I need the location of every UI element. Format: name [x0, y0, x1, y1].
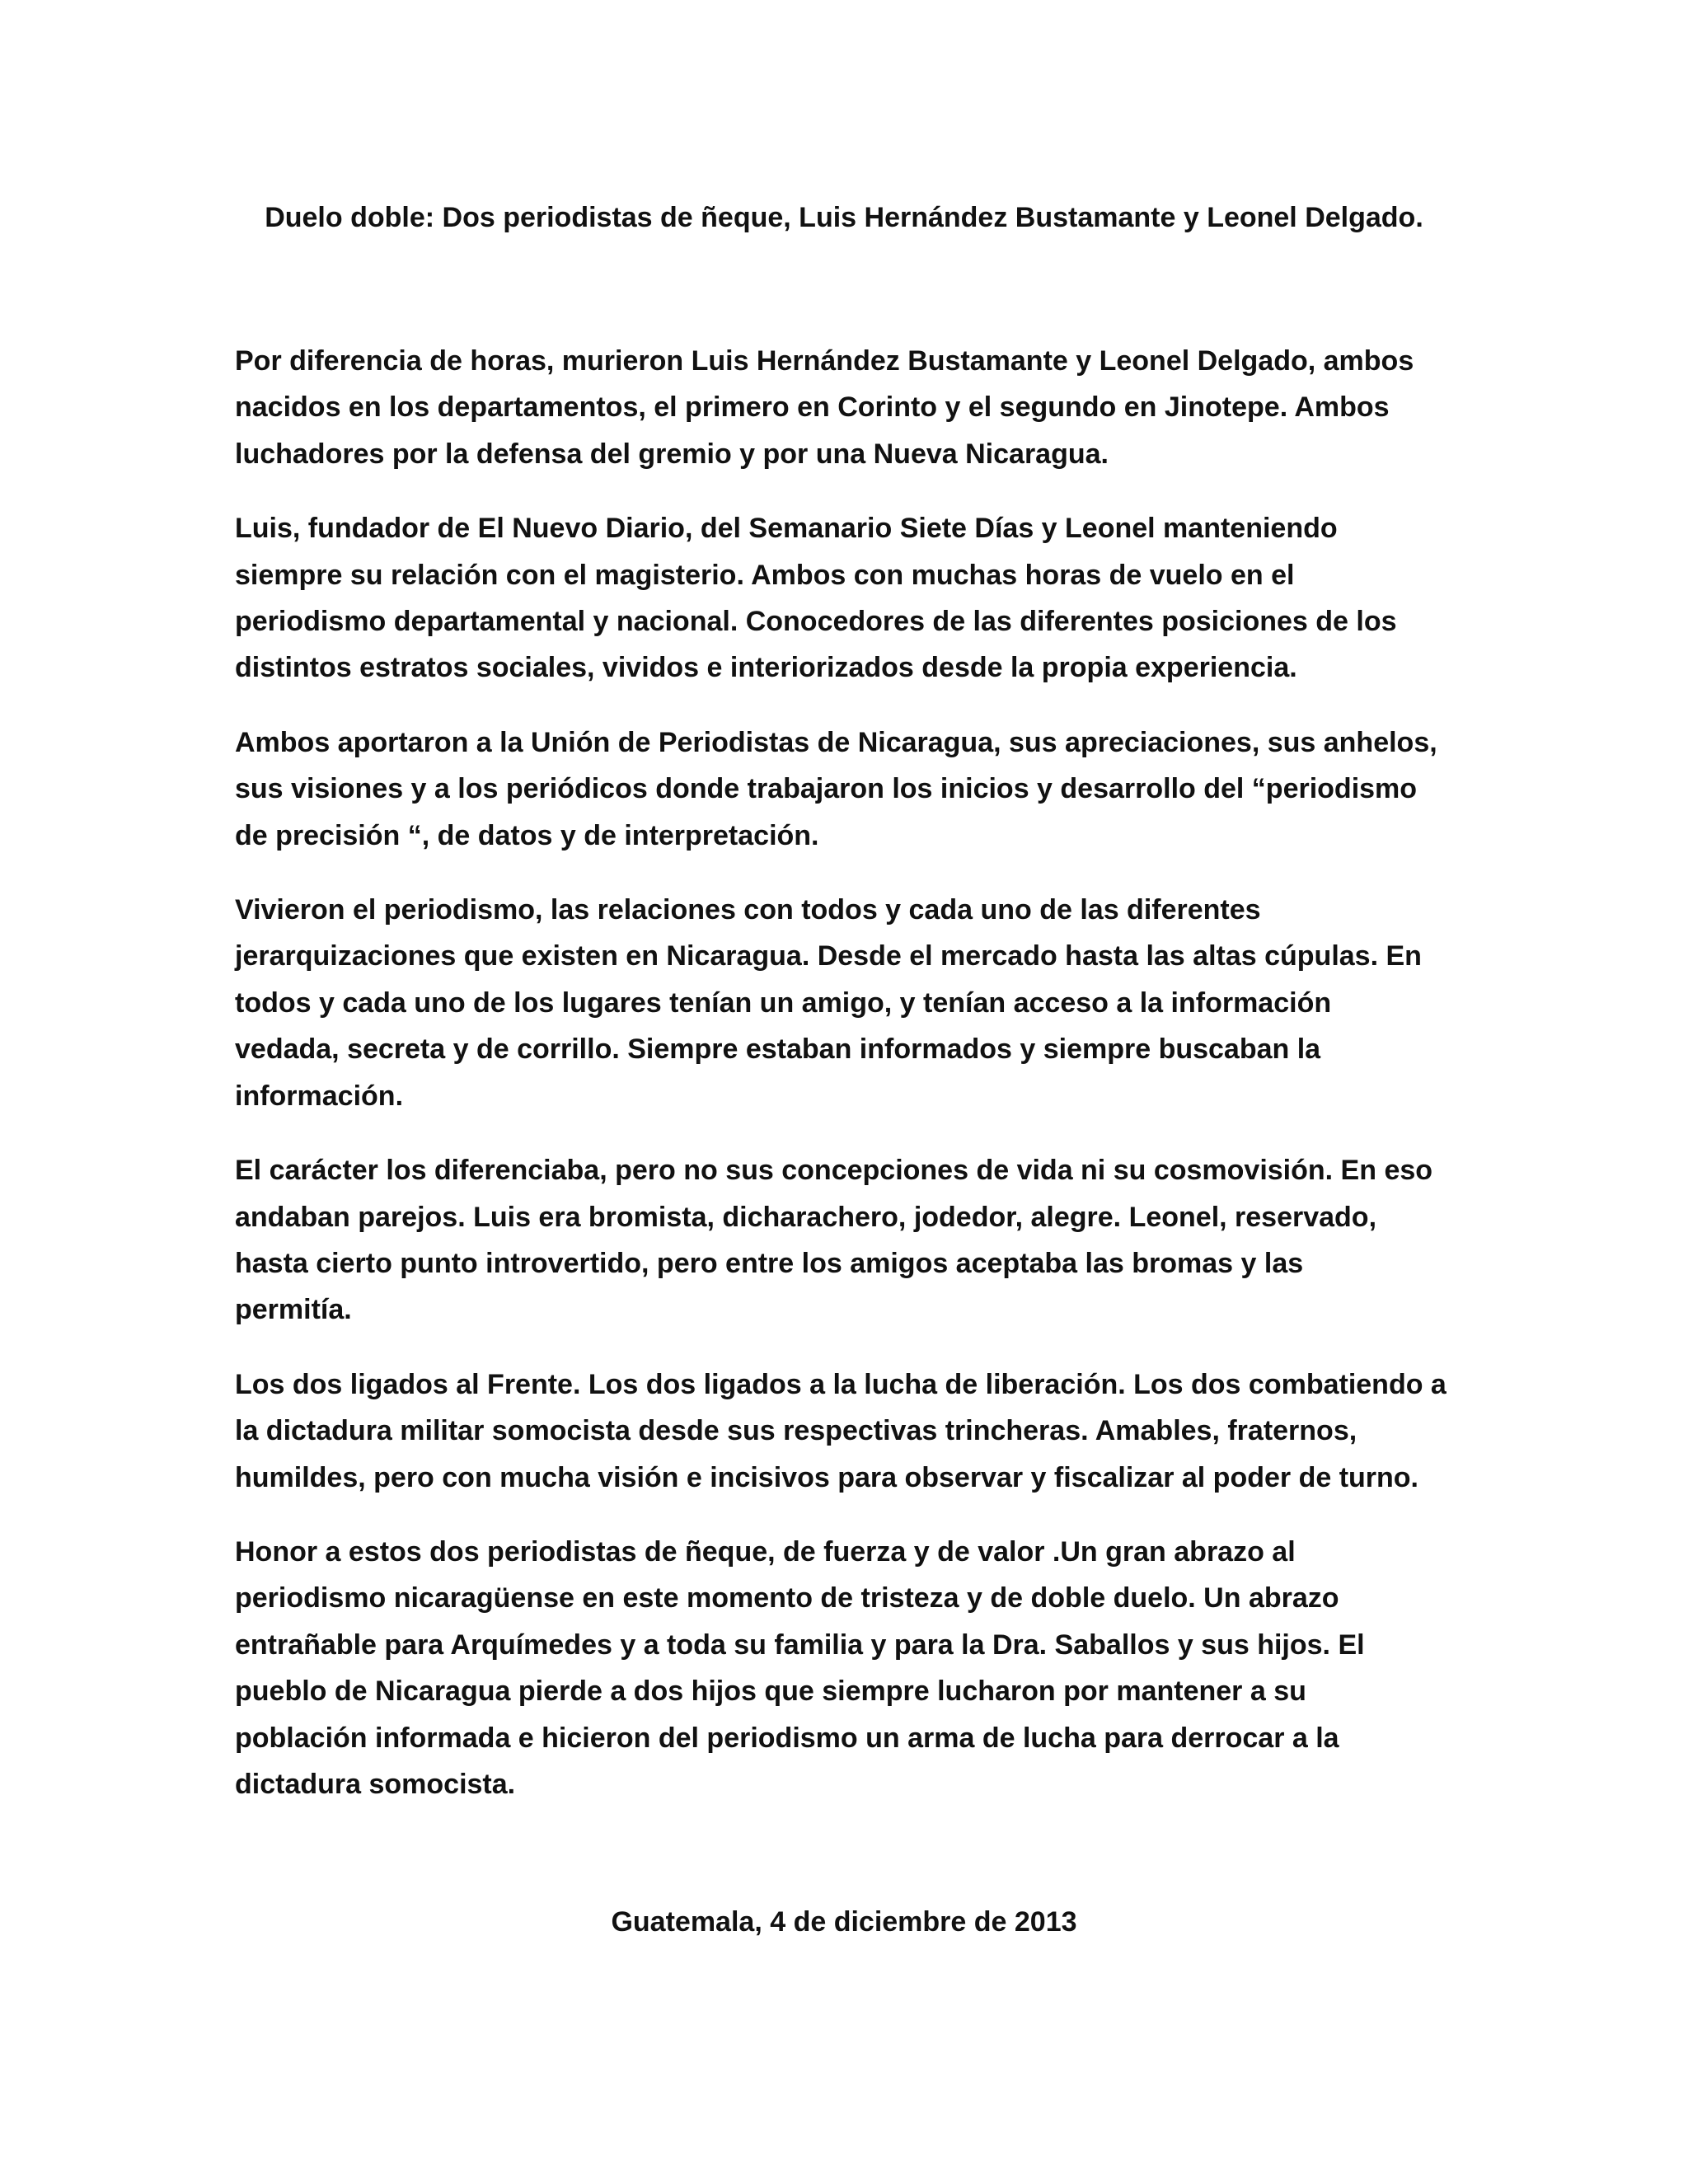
document-body: [235, 338, 1455, 1835]
text-line: periodismo nicaragüense en este momento de tristeza y de doble duelo. Un abrazo: [235, 1582, 1339, 1615]
text-line: El carácter los diferenciaba, pero no sus concepciones de vida ni su cosmovisión. En eso: [235, 1155, 1433, 1187]
text-line: luchadores por la defensa del gremio y por una Nueva Nicaragua.: [235, 438, 1109, 470]
text-line: todos y cada uno de los lugares tenían un amigo, y tenían acceso a la información: [235, 987, 1332, 1019]
text-line: hasta cierto punto introvertido, pero entre los amigos aceptaba las bromas y las: [235, 1247, 1304, 1279]
text-line: humildes, pero con mucha visión e incisivos para observar y fiscalizar al poder de turno.: [235, 1461, 1419, 1493]
text-line: pueblo de Nicaragua pierde a dos hijos que siempre lucharon por mantener a su: [235, 1675, 1306, 1708]
paragraph-2: [235, 505, 1455, 691]
text-line: andaban parejos. Luis era bromista, dicharachero, jodedor, alegre. Leonel, reservado,: [235, 1201, 1377, 1233]
paragraph-3: [235, 719, 1455, 859]
paragraph-1: [235, 338, 1455, 477]
text-line: periodismo departamental y nacional. Conocedores de las diferentes posiciones de los: [235, 606, 1397, 638]
text-line: la dictadura militar somocista desde sus respectivas trincheras. Amables, fraternos,: [235, 1415, 1357, 1447]
text-line: Honor a estos dos periodistas de ñeque, de fuerza y de valor .Un gran abrazo al: [235, 1535, 1296, 1568]
paragraph-6: [235, 1361, 1455, 1501]
text-line: nacidos en los departamentos, el primero en Corinto y el segundo en Jinotepe. Ambos: [235, 391, 1390, 424]
text-line: Luis, fundador de El Nuevo Diario, del Semanario Siete Días y Leonel manteniendo: [235, 513, 1338, 545]
document-title: Duelo doble: Dos periodistas de ñeque, Luis Hernández Bustamante y Leonel Delgado.: [265, 202, 1423, 233]
text-line: permitía.: [235, 1294, 352, 1326]
text-line: distintos estratos sociales, vividos e interiorizados desde la propia experiencia.: [235, 652, 1297, 684]
text-line: información.: [235, 1080, 404, 1112]
text-line: entrañable para Arquímedes y a toda su familia y para la Dra. Saballos y sus hijos. El: [235, 1629, 1365, 1661]
paragraph-7: [235, 1529, 1455, 1807]
text-line: siempre su relación con el magisterio. Ambos con muchas horas de vuelo en el: [235, 559, 1295, 591]
text-line: Por diferencia de horas, murieron Luis Hernández Bustamante y Leonel Delgado, ambos: [235, 345, 1414, 377]
text-line: dictadura somocista.: [235, 1768, 516, 1800]
paragraph-4: [235, 887, 1455, 1119]
text-line: Ambos aportaron a la Unión de Periodistas de Nicaragua, sus apreciaciones, sus anhelos,: [235, 726, 1437, 758]
text-line: jerarquizaciones que existen en Nicaragua. Desde el mercado hasta las altas cúpulas. En: [235, 940, 1422, 972]
text-line: vedada, secreta y de corrillo. Siempre estaban informados y siempre buscaban la: [235, 1033, 1321, 1066]
text-line: sus visiones y a los periódicos donde trabajaron los inicios y desarrollo del “periodismo: [235, 773, 1418, 805]
text-line: población informada e hicieron del periodismo un arma de lucha para derrocar a la: [235, 1722, 1339, 1754]
paragraph-5: [235, 1147, 1455, 1333]
text-line: Los dos ligados al Frente. Los dos ligados a la lucha de liberación. Los dos combatiendo a: [235, 1368, 1447, 1400]
text-line: Vivieron el periodismo, las relaciones con todos y cada uno de las diferentes: [235, 894, 1261, 926]
text-line: de precisión “, de datos y de interpretación.: [235, 819, 819, 851]
dateline: Guatemala, 4 de diciembre de 2013: [611, 1906, 1077, 1938]
